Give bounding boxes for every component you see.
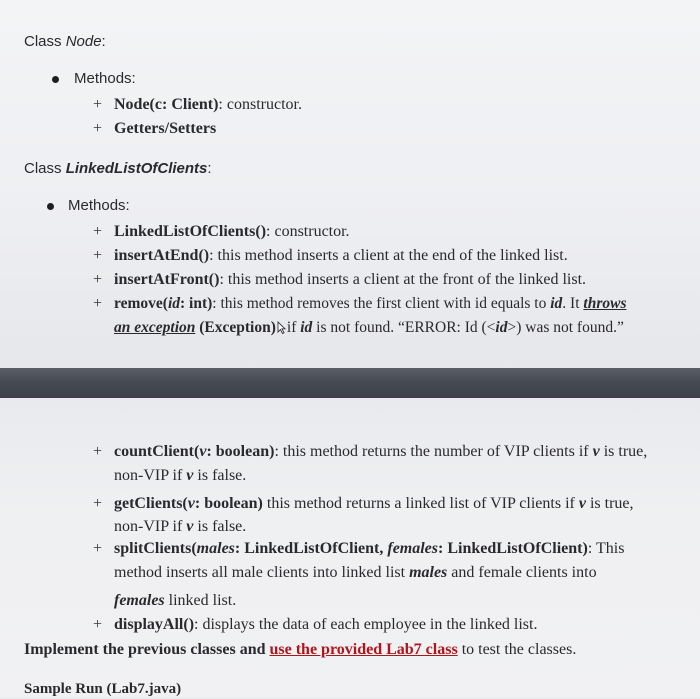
method-count-client-cont: non-VIP if v is false. xyxy=(114,467,247,484)
exception-link[interactable]: an exception xyxy=(114,319,196,336)
method-get-clients: getClients(v: boolean) this method returns a linked list of VIP clients if v is true, xyxy=(114,495,634,512)
node-methods-label: Methods: xyxy=(74,70,136,87)
plus-icon: + xyxy=(93,616,103,633)
page-divider-band xyxy=(0,368,700,398)
node-method-getters: Getters/Setters xyxy=(114,120,217,137)
method-split-clients-cont: method inserts all male clients into linked list males and female clients into xyxy=(114,564,597,581)
node-method-constructor: Node(c: Client): constructor. xyxy=(114,96,302,113)
list-class-heading: Class LinkedListOfClients: xyxy=(24,160,212,177)
plus-icon: + xyxy=(93,271,103,288)
plus-icon: + xyxy=(93,223,103,240)
sample-run-heading: Sample Run (Lab7.java) xyxy=(24,681,182,697)
method-count-client: countClient(v: boolean): this method returns the number of VIP clients if v is true, xyxy=(114,443,648,460)
plus-icon: + xyxy=(93,295,103,312)
cursor-icon xyxy=(277,321,286,334)
implement-instruction: Implement the previous classes and use the provided Lab7 class to test the classes. xyxy=(24,641,577,658)
plus-icon: + xyxy=(93,540,103,557)
list-method-constructor: LinkedListOfClients(): constructor. xyxy=(114,223,350,240)
method-split-clients: splitClients(males: LinkedListOfClient, females: LinkedListOfClient): This xyxy=(114,540,625,557)
node-class-heading: Class Node: xyxy=(24,33,106,50)
list-method-remove: remove(id: int): this method removes the first client with id equals to id. It throws xyxy=(114,295,627,312)
method-get-clients-cont: non-VIP if v is false. xyxy=(114,518,247,535)
list-method-insert-end: insertAtEnd(): this method inserts a client at the end of the linked list. xyxy=(114,247,568,264)
list-methods-label: Methods: xyxy=(68,197,130,214)
bullet-icon xyxy=(47,203,54,210)
method-display-all: displayAll(): displays the data of each employee in the linked list. xyxy=(114,616,538,633)
plus-icon: + xyxy=(93,495,103,512)
list-method-insert-front: insertAtFront(): this method inserts a client at the front of the linked list. xyxy=(114,271,587,288)
plus-icon: + xyxy=(93,120,103,137)
plus-icon: + xyxy=(93,247,103,264)
list-method-remove-cont: an exception (Exception) if id is not found. “ERROR: Id (<id>) was not found.” xyxy=(114,319,624,336)
bullet-icon xyxy=(52,76,59,83)
plus-icon: + xyxy=(93,96,103,113)
plus-icon: + xyxy=(93,443,103,460)
method-split-clients-cont2: females linked list. xyxy=(114,592,237,609)
lab7-class-link[interactable]: use the provided Lab7 class xyxy=(269,641,458,658)
